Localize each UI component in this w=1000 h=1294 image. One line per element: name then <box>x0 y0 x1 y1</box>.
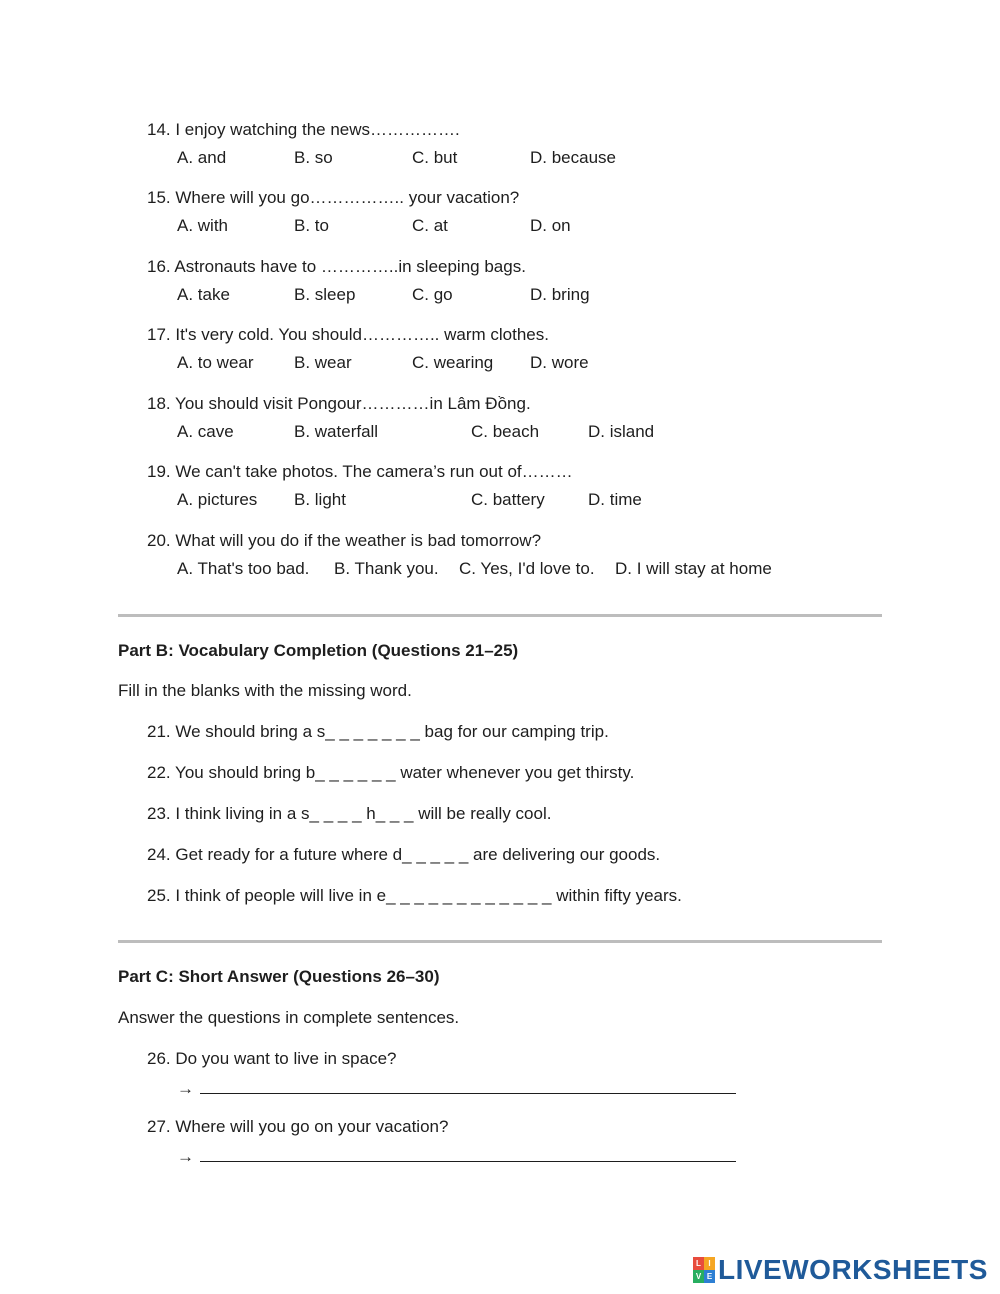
option-b[interactable]: B. so <box>294 148 333 167</box>
option-a[interactable]: A. with <box>177 216 229 235</box>
option-c[interactable]: C. battery <box>471 490 545 509</box>
question-26: 26. Do you want to live in space? <box>147 1049 397 1068</box>
question-16-stem: 16. Astronauts have to …………..in sleeping bags. <box>147 257 526 276</box>
vocab-item-21[interactable]: 21. We should bring a s_ _ _ _ _ _ _ bag for our camping trip. <box>147 722 609 741</box>
question-19-stem: 19. We can't take photos. The camera’s run out of……… <box>147 462 573 481</box>
answer-26 <box>177 1077 736 1099</box>
logo-badge-letter: L <box>693 1257 704 1270</box>
question-14-stem: 14. I enjoy watching the news……………. <box>147 120 460 139</box>
logo-badge-letter: E <box>704 1270 715 1283</box>
option-d[interactable]: D. island <box>588 422 655 441</box>
option-c[interactable]: C. go <box>412 285 453 304</box>
option-b[interactable]: B. light <box>294 490 346 509</box>
option-b[interactable]: B. wear <box>294 353 352 372</box>
section-divider <box>118 614 882 617</box>
answer-27 <box>177 1145 736 1167</box>
option-b[interactable]: B. waterfall <box>294 422 379 441</box>
option-d[interactable]: D. I will stay at home <box>615 559 772 578</box>
option-c[interactable]: C. wearing <box>412 353 494 372</box>
logo-text: LIVEWORKSHEETS <box>718 1254 988 1285</box>
option-a[interactable]: A. That's too bad. <box>177 559 310 578</box>
vocab-item-22[interactable]: 22. You should bring b_ _ _ _ _ _ water whenever you get thirsty. <box>147 763 635 782</box>
question-17-stem: 17. It's very cold. You should………….. warm clothes. <box>147 325 549 344</box>
option-b[interactable]: B. sleep <box>294 285 356 304</box>
option-d[interactable]: D. time <box>588 490 642 509</box>
option-a[interactable]: A. and <box>177 148 227 167</box>
section-divider <box>118 940 882 943</box>
logo-badge-letter: I <box>704 1257 715 1270</box>
part-b-heading: Part B: Vocabulary Completion (Questions 21–25) <box>118 641 519 660</box>
option-d[interactable]: D. bring <box>530 285 590 304</box>
question-15-stem: 15. Where will you go…………….. your vacation? <box>147 188 520 207</box>
logo-badge-icon <box>693 1257 715 1283</box>
option-b[interactable]: B. Thank you. <box>334 559 439 578</box>
liveworksheets-logo <box>693 1255 988 1285</box>
option-c[interactable]: C. Yes, I'd love to. <box>459 559 595 578</box>
option-a[interactable]: A. to wear <box>177 353 254 372</box>
vocab-item-23[interactable]: 23. I think living in a s_ _ _ _ h_ _ _ will be really cool. <box>147 804 552 823</box>
option-a[interactable]: A. cave <box>177 422 234 441</box>
vocab-item-24[interactable]: 24. Get ready for a future where d_ _ _ _ _ are delivering our goods. <box>147 845 661 864</box>
option-c[interactable]: C. but <box>412 148 458 167</box>
option-d[interactable]: D. on <box>530 216 571 235</box>
part-c-instruction: Answer the questions in complete sentences. <box>118 1008 460 1027</box>
option-a[interactable]: A. take <box>177 285 230 304</box>
vocab-item-25[interactable]: 25. I think of people will live in e_ _ _ _ _ _ _ _ _ _ _ _ within fifty years. <box>147 886 682 905</box>
option-d[interactable]: D. because <box>530 148 616 167</box>
part-b-instruction: Fill in the blanks with the missing word. <box>118 681 412 700</box>
arrow-icon: → <box>177 1147 194 1166</box>
part-c-heading: Part C: Short Answer (Questions 26–30) <box>118 967 440 986</box>
question-18-stem: 18. You should visit Pongour…………in Lâm Đồng. <box>147 394 531 413</box>
arrow-icon: → <box>177 1079 194 1098</box>
question-20-stem: 20. What will you do if the weather is bad tomorrow? <box>147 531 542 550</box>
option-c[interactable]: C. at <box>412 216 448 235</box>
option-d[interactable]: D. wore <box>530 353 589 372</box>
option-b[interactable]: B. to <box>294 216 329 235</box>
question-27: 27. Where will you go on your vacation? <box>147 1117 449 1136</box>
option-c[interactable]: C. beach <box>471 422 540 441</box>
logo-badge-letter: V <box>693 1270 704 1283</box>
answer-26-input[interactable] <box>200 1077 736 1094</box>
answer-27-input[interactable] <box>200 1145 736 1162</box>
option-a[interactable]: A. pictures <box>177 490 258 509</box>
